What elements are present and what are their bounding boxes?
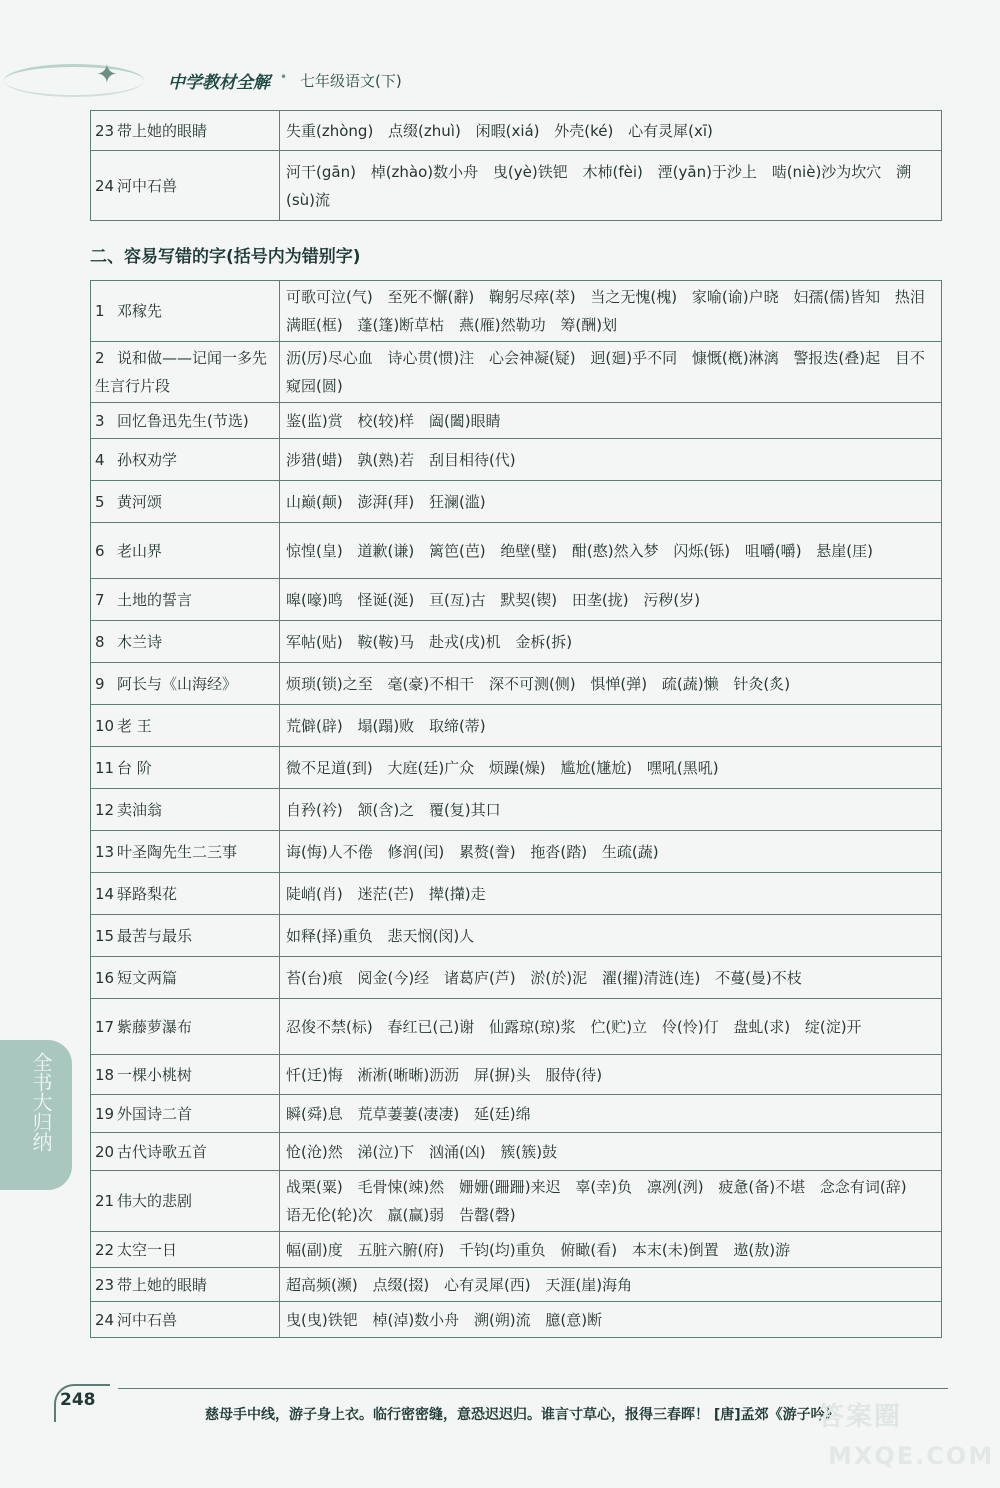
lesson-number: 3	[95, 411, 105, 430]
words-cell: 怆(沧)然 涕(泣)下 汹涌(凶) 簇(簇)鼓	[280, 1133, 942, 1171]
lesson-cell	[91, 1171, 280, 1232]
lesson-title: 驿路梨花	[117, 884, 178, 903]
table-row	[91, 999, 942, 1055]
words-cell: 涉猎(蜡) 孰(熟)若 刮目相待(代)	[280, 439, 942, 481]
lesson-number: 7	[95, 590, 105, 609]
words-cell: 荒僻(辟) 塌(蹋)败 取缔(蒂)	[280, 705, 942, 747]
words-cell: 忏(迁)悔 淅淅(晰晰)沥沥 屏(摒)头 服侍(待)	[280, 1055, 942, 1095]
lesson-number: 18	[95, 1065, 115, 1084]
words-cell: 忍俊不禁(标) 春红已(己)谢 仙露琼(琼)浆 伫(贮)立 伶(怜)仃 盘虬(求) 绽(淀)开	[280, 999, 942, 1055]
lesson-number: 21	[95, 1192, 115, 1210]
lesson-cell	[91, 1232, 280, 1268]
watermark-logo	[818, 1396, 994, 1478]
words-cell: 微不足道(到) 大庭(廷)广众 烦躁(燥) 尴尬(尲尬) 嘿吼(黑吼)	[280, 747, 942, 789]
table-row	[91, 831, 942, 873]
words-cell: 自矜(衿) 颔(含)之 覆(复)其口	[280, 789, 942, 831]
table-row	[91, 481, 942, 523]
table-row	[91, 1133, 942, 1171]
page-header	[0, 56, 1000, 104]
table-row	[91, 663, 942, 705]
lesson-title: 卖油翁	[117, 800, 163, 819]
lesson-number: 11	[95, 758, 115, 777]
watermark-domain: MXQE.COM	[828, 1442, 995, 1470]
lesson-title: 回忆鲁迅先生(节选)	[117, 411, 249, 430]
words-cell: 如释(择)重负 悲天悯(闵)人	[280, 915, 942, 957]
lesson-cell	[91, 747, 280, 789]
lesson-cell	[91, 1133, 280, 1171]
lesson-title: 台 阶	[117, 758, 152, 777]
words-cell: 失重(zhòng) 点缀(zhuì) 闲暇(xiá) 外壳(ké) 心有灵犀(xī)	[280, 111, 942, 151]
lesson-number: 6	[95, 541, 105, 560]
side-tab-label: 全书大归纳	[29, 1052, 53, 1152]
lesson-cell	[91, 621, 280, 663]
words-cell: 可歌可泣(气) 至死不懈(辭) 鞠躬尽瘁(萃) 当之无愧(槐) 家喻(谕)户晓 妇孺(儒)皆知 热泪满眶(框) 蓬(篷)断草枯 燕(雁)然勒功 筹(酬)划	[280, 281, 942, 342]
lesson-number: 24	[95, 176, 115, 195]
lesson-number: 4	[95, 450, 105, 469]
lesson-cell	[91, 999, 280, 1055]
lesson-title: 最苦与最乐	[117, 926, 193, 945]
watermark-brand: 答案圈	[818, 1402, 903, 1432]
words-cell: 瞬(舜)息 荒草萋萋(凄凄) 延(廷)绵	[280, 1095, 942, 1133]
lesson-title: 阿长与《山海经》	[117, 674, 238, 693]
table-row	[91, 1268, 942, 1302]
words-cell: 战栗(粟) 毛骨悚(竦)然 姗姗(跚跚)来迟 辜(幸)负 凛冽(洌) 疲惫(备)不堪 念念有词(辞) 语无伦(轮)次 羸(赢)弱 告罄(磬)	[280, 1171, 942, 1232]
lesson-number: 9	[95, 674, 105, 693]
lesson-number: 23	[95, 121, 115, 140]
table-row	[91, 873, 942, 915]
lesson-title: 太空一日	[117, 1240, 178, 1259]
star-icon: ✦	[96, 60, 118, 90]
lesson-title: 河中石兽	[117, 176, 178, 195]
lesson-number: 22	[95, 1240, 115, 1259]
table-row	[91, 111, 942, 151]
lesson-cell	[91, 1302, 280, 1338]
words-cell: 沥(厉)尽心血 诗心贯(惯)注 心会神凝(疑) 迥(廻)乎不同 慷慨(槪)淋漓 警报迭(叠)起 目不窥园(圆)	[280, 342, 942, 403]
lesson-title: 带上她的眼睛	[117, 1275, 208, 1294]
lesson-number: 19	[95, 1104, 115, 1123]
lesson-cell	[91, 481, 280, 523]
table-row	[91, 1055, 942, 1095]
table-row	[91, 789, 942, 831]
lesson-cell	[91, 831, 280, 873]
lesson-cell	[91, 342, 280, 403]
lesson-number: 1	[95, 302, 105, 320]
lesson-title: 土地的誓言	[117, 590, 193, 609]
table-row	[91, 151, 942, 221]
footer-divider	[118, 1388, 948, 1389]
side-tab	[0, 1040, 72, 1190]
table-row	[91, 1171, 942, 1232]
lesson-title: 黄河颂	[117, 492, 163, 511]
words-cell: 曳(曳)铁钯 棹(淖)数小舟 溯(朔)流 臆(意)断	[280, 1302, 942, 1338]
typo-table-body	[91, 281, 942, 1338]
pinyin-table-body	[91, 111, 942, 221]
table-row	[91, 1095, 942, 1133]
lesson-number: 15	[95, 926, 115, 945]
lesson-title: 紫藤萝瀑布	[117, 1017, 193, 1036]
words-cell: 幅(副)度 五脏六腑(府) 千钧(均)重负 俯瞰(看) 本末(未)倒置 遨(敖)游	[280, 1232, 942, 1268]
words-cell: 鉴(监)赏 校(较)样 阖(闔)眼睛	[280, 403, 942, 439]
typo-table	[90, 280, 942, 1338]
words-cell: 诲(悔)人不倦 修润(闰) 累赘(誊) 拖沓(踏) 生疏(蔬)	[280, 831, 942, 873]
lesson-title: 带上她的眼睛	[117, 121, 208, 140]
book-title: 中学教材全解	[168, 73, 270, 93]
lesson-cell	[91, 281, 280, 342]
words-cell: 山巅(颠) 澎湃(拜) 狂澜(滥)	[280, 481, 942, 523]
lesson-number: 24	[95, 1310, 115, 1329]
words-cell: 超高频(濒) 点缀(掇) 心有灵犀(西) 天涯(崖)海角	[280, 1268, 942, 1302]
lesson-title: 河中石兽	[117, 1310, 178, 1329]
page-number: 248	[60, 1390, 96, 1410]
pinyin-table	[90, 110, 942, 221]
lesson-title: 老 王	[117, 716, 152, 735]
lesson-cell	[91, 579, 280, 621]
lesson-title: 说和做——记闻一多先生言行片段	[95, 349, 268, 395]
lesson-number: 5	[95, 492, 105, 511]
table-row	[91, 579, 942, 621]
lesson-cell	[91, 523, 280, 579]
lesson-title: 古代诗歌五首	[117, 1142, 208, 1161]
lesson-cell	[91, 663, 280, 705]
lesson-title: 老山界	[117, 541, 163, 560]
dot-separator-icon: •	[280, 70, 288, 84]
lesson-cell	[91, 1095, 280, 1133]
words-cell: 苔(台)痕 阅金(今)经 诸葛庐(芦) 淤(於)泥 濯(擢)清涟(连) 不蔓(曼)不枝	[280, 957, 942, 999]
words-cell: 河干(gān) 棹(zhào)数小舟 曳(yè)铁钯 木杮(fèi) 湮(yān)于沙上 啮(niè)沙为坎穴 溯(sù)流	[280, 151, 942, 221]
lesson-number: 16	[95, 968, 115, 987]
table-row	[91, 621, 942, 663]
lesson-cell	[91, 151, 280, 221]
table-row	[91, 915, 942, 957]
lesson-cell	[91, 1055, 280, 1095]
book-subtitle: 七年级语文(下)	[300, 72, 402, 90]
lesson-number: 12	[95, 800, 115, 819]
footer-quote: 慈母手中线，游子身上衣。临行密密缝，意恐迟迟归。谁言寸草心，报得三春晖！ [唐]孟郊《游子吟》	[205, 1407, 839, 1423]
lesson-number: 13	[95, 842, 115, 861]
words-cell: 惊惶(皇) 道歉(谦) 篱笆(芭) 绝壁(璧) 酣(憨)然入梦 闪烁(铄) 咀嚼(嚼) 悬崖(厓)	[280, 523, 942, 579]
table-row	[91, 342, 942, 403]
table-row	[91, 281, 942, 342]
table-row	[91, 747, 942, 789]
table-row	[91, 705, 942, 747]
table-row	[91, 957, 942, 999]
lesson-title: 木兰诗	[117, 632, 163, 651]
lesson-title: 一棵小桃树	[117, 1065, 193, 1084]
lesson-title: 外国诗二首	[117, 1104, 193, 1123]
lesson-number: 8	[95, 632, 105, 651]
lesson-number: 10	[95, 716, 115, 735]
section-title: 二、容易写错的字(括号内为错别字)	[90, 247, 361, 267]
words-cell: 烦琐(锁)之至 毫(豪)不相干 深不可测(侧) 惧惮(弹) 疏(蔬)懒 针灸(炙)	[280, 663, 942, 705]
lesson-number: 20	[95, 1142, 115, 1161]
lesson-cell	[91, 403, 280, 439]
lesson-number: 2	[95, 349, 105, 367]
lesson-cell	[91, 915, 280, 957]
lesson-cell	[91, 957, 280, 999]
lesson-title: 伟大的悲剧	[117, 1192, 193, 1210]
lesson-cell	[91, 439, 280, 481]
lesson-cell	[91, 111, 280, 151]
words-cell: 嗥(嚎)鸣 怪诞(涎) 亘(亙)古 默契(锲) 田垄(拢) 污秽(岁)	[280, 579, 942, 621]
lesson-cell	[91, 873, 280, 915]
table-row	[91, 439, 942, 481]
lesson-title: 孙权劝学	[117, 450, 178, 469]
lesson-cell	[91, 1268, 280, 1302]
table-row	[91, 1232, 942, 1268]
lesson-title: 邓稼先	[117, 302, 163, 320]
table-row	[91, 1302, 942, 1338]
lesson-number: 17	[95, 1017, 115, 1036]
lesson-title: 短文两篇	[117, 968, 178, 987]
lesson-title: 叶圣陶先生二三事	[117, 842, 238, 861]
table-row	[91, 523, 942, 579]
words-cell: 陡峭(肖) 迷茫(芒) 撵(攆)走	[280, 873, 942, 915]
words-cell: 军帖(贴) 鞍(鞍)马 赴戎(戌)机 金柝(拆)	[280, 621, 942, 663]
book-logo-swirl	[4, 64, 144, 97]
lesson-number: 23	[95, 1275, 115, 1294]
lesson-cell	[91, 789, 280, 831]
table-row	[91, 403, 942, 439]
lesson-cell	[91, 705, 280, 747]
lesson-number: 14	[95, 884, 115, 903]
